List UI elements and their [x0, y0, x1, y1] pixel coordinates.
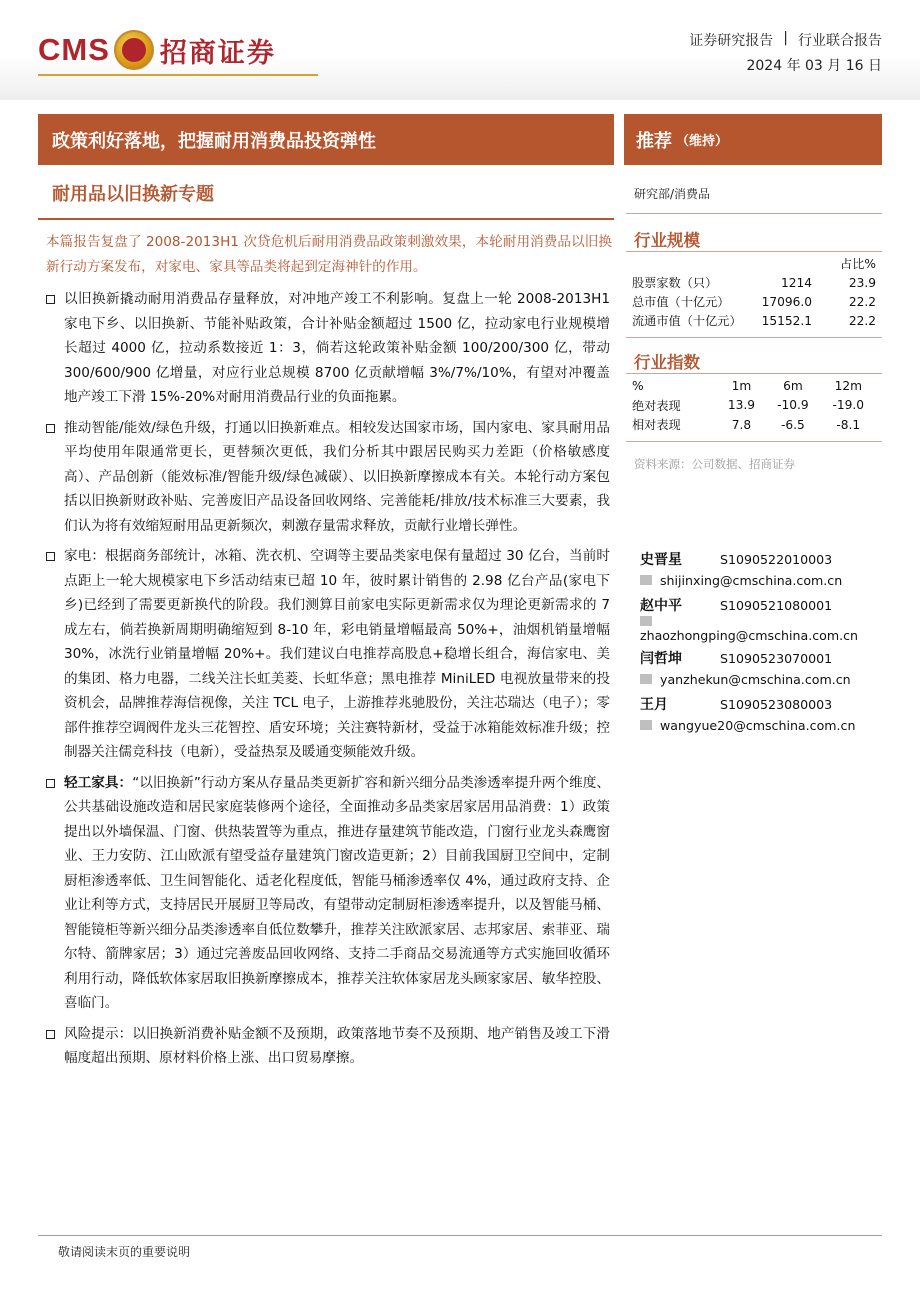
mail-icon	[640, 575, 652, 585]
analyst-card	[640, 594, 880, 643]
mail-icon	[640, 674, 652, 684]
bullet-item	[46, 1022, 610, 1071]
row-value: -19.0	[832, 398, 865, 413]
row-value: -6.5	[781, 417, 805, 432]
report-subtitle: 耐用品以旧换新专题	[52, 184, 214, 205]
checkbox-square-icon	[46, 424, 55, 433]
row-value: -8.1	[836, 417, 861, 432]
company-logo	[38, 28, 276, 72]
analyst-email[interactable]: wangyue20@cmschina.com.cn	[660, 717, 856, 733]
logo-underline	[38, 74, 318, 76]
bullet-item	[46, 544, 610, 765]
row-label: 流通市值（十亿元）	[632, 314, 742, 328]
bullet-text: 风险提示：以旧换新消费补贴金额不及预期，政策落地节奏不及预期、地产销售及竣工下滑幅度超出预期、原材料价格上涨、出口贸易摩擦。	[64, 1025, 610, 1066]
table-row	[632, 273, 876, 292]
footer-divider	[38, 1235, 882, 1236]
analyst-name: 闫哲坤	[640, 651, 682, 667]
analyst-code: S1090523070001	[720, 650, 833, 666]
analyst-email[interactable]: zhaozhongping@cmschina.com.cn	[640, 628, 859, 643]
header-cell: 12m	[834, 378, 862, 393]
bullet-text: 家电：根据商务部统计，冰箱、洗衣机、空调等主要品类家电保有量超过 30 亿台，当前时点距上一轮大规模家电下乡活动结束已超 10 年，彼时累计销售的 2.98 亿台产品(家电下乡)已经到了需要更新换代的阶段。我们测算目前家电实际更新需求仅为理论更新需求的 7 成左右，倘若换新周期明确缩短到 8-10 年，彩电销量增幅最高 50%+，油烟机销量增幅 30%，冰洗行业销量增幅 20%+。我们建议白电推荐高股息+稳增长组合，海信家电、美的集团、格力电器，二线关注长虹美菱、长虹华意；黑电推荐 MiniLED 电视放量带来的投资机会，品牌推荐海信视像，关注 TCL 电子，上游推荐兆驰股份，关注芯瑞达（电子）；零部件推荐空调阀件龙头三花智控、盾安环境；关注赛特新材，受益于冰箱能效标准升级；控制器关注儒竞科技（电新），受益热泵及暖通变频能效升级。	[64, 548, 610, 760]
mail-icon	[640, 720, 652, 730]
checkbox-square-icon	[46, 1030, 55, 1039]
bullet-text: 以旧换新撬动耐用消费品存量释放，对冲地产竣工不利影响。复盘上一轮 2008-2013H1 家电下乡、以旧换新、节能补贴政策，合计补贴金额超过 1500 亿，拉动家电行业规模增长超过 4000 亿，拉动系数接近 1：3，倘若这轮政策补贴金额 100/200/300 亿，带动 300/600/900 亿增量，对应行业总规模 8700 亿贡献增幅 3%/7%/10%，有望对冲覆盖地产竣工下滑 15%-20%对耐用消费品行业的负面拖累。	[64, 291, 610, 405]
department: 研究部/消费品	[634, 187, 711, 201]
rating-main: 推荐	[636, 130, 672, 152]
bullet-item	[46, 287, 610, 410]
bullet-item	[46, 416, 610, 539]
header-cell: 1m	[731, 378, 752, 393]
table-row	[632, 415, 876, 435]
bullet-text: 推动智能/能效/绿色升级，打通以旧换新难点。相较发达国家市场，国内家电、家具耐用品平均使用年限通常更长，更替频次更低，我们分析其中跟居民购买力差距（价格敏感度高）、产品创新（能效标准/智能升级/绿色减碳）、以旧换新摩擦成本有关。本轮行动方案包括以旧换新财政补贴、完善废旧产品设备回收网络、完善能耗/排放/技术标准三大要素，我们认为将有效缩短耐用品更新频次，刺激存量需求释放，贡献行业增长弹性。	[64, 419, 610, 534]
index-table	[632, 376, 876, 435]
row-value: -10.9	[777, 398, 809, 413]
row-value: 17096.0	[761, 294, 812, 309]
section-divider	[626, 373, 882, 374]
report-date: 2024 年 03 月 16 日	[746, 58, 882, 74]
analyst-card	[640, 548, 880, 590]
rating-sub: （维持）	[676, 134, 729, 149]
row-value: 1214	[780, 275, 812, 290]
section-divider	[626, 251, 882, 252]
logo-emblem-icon	[114, 30, 154, 70]
scale-table	[632, 254, 876, 330]
rating-box	[624, 114, 882, 165]
table-row	[632, 311, 876, 330]
analyst-code: S1090522010003	[720, 551, 833, 567]
index-title: 行业指数	[634, 353, 700, 372]
analyst-name: 史晋星	[640, 552, 682, 568]
row-label: 相对表现	[632, 418, 681, 433]
table-row	[632, 292, 876, 311]
report-title: 政策利好落地，把握耐用消费品投资弹性	[38, 114, 614, 165]
row-label: 股票家数（只）	[632, 276, 718, 290]
summary-paragraph: 本篇报告复盘了 2008-2013H1 次贷危机后耐用消费品政策刺激效果，本轮耐用消费品以旧换新行动方案发布，对家电、家具等品类将起到定海神针的作用。	[46, 234, 612, 275]
logo-latin: CMS	[38, 32, 110, 67]
scale-title: 行业规模	[634, 231, 700, 250]
analyst-list	[640, 548, 880, 739]
data-source: 资料来源：公司数据、招商证券	[634, 457, 795, 471]
checkbox-square-icon	[46, 295, 55, 304]
row-label: 绝对表现	[632, 398, 681, 413]
section-divider	[626, 337, 882, 338]
subtitle-divider	[38, 218, 614, 220]
bullet-list	[46, 287, 610, 1077]
row-share: 22.2	[848, 313, 876, 328]
header-cell: 6m	[783, 378, 803, 393]
bullet-text: “以旧换新”行动方案从存量品类更新扩容和新兴细分品类渗透率提升两个维度、公共基础设施改造和居民家庭装修两个途径，全面推动多品类家居家居用品消费：1）政策提出以外墙保温、门窗、供热装置等为重点，推进存量建筑节能改造，门窗行业龙头森鹰窗业、王力安防、江山欧派有望受益存量建筑门窗改造更新；2）目前我国厨卫空间中，定制厨柜渗透率低、卫生间智能化、适老化程度低，智能马桶渗透率仅 4%，通过政府支持、企业让利等方式，支持居民开展厨卫等局改，有望带动定制厨柜渗透率提升，以及智能马桶、智能镜柜等新兴细分品类渗透率自低位数攀升，推荐关注欧派家居、志邦家居、索菲亚、瑞尔特、箭牌家居；3）通过完善废品回收网络、支持二手商品交易流通等方式实施回收循环利用行动，降低软体家居取旧换新摩擦成本，推荐关注软体家居龙头顾家家居、敏华控股、喜临门。	[64, 774, 610, 1011]
bullet-lead: 轻工家具：	[64, 774, 133, 791]
analyst-name: 王月	[640, 697, 668, 713]
analyst-name: 赵中平	[640, 598, 682, 614]
section-divider	[626, 213, 882, 214]
section-divider	[626, 441, 882, 442]
footer-note: 敬请阅读末页的重要说明	[58, 1245, 191, 1259]
analyst-email[interactable]: shijinxing@cmschina.com.cn	[660, 572, 843, 588]
report-type-left: 证券研究报告	[689, 33, 774, 49]
logo-chinese: 招商证券	[159, 37, 276, 69]
table-row	[632, 254, 876, 273]
analyst-code: S1090521080001	[720, 597, 833, 613]
table-header-row	[632, 376, 876, 396]
analyst-card	[640, 693, 880, 735]
analyst-code: S1090523080003	[720, 696, 833, 712]
report-type	[689, 30, 882, 50]
row-value: 13.9	[727, 398, 755, 413]
row-label: 总市值（十亿元）	[632, 295, 730, 309]
checkbox-square-icon	[46, 779, 55, 788]
analyst-card	[640, 647, 880, 689]
analyst-email[interactable]: yanzhekun@cmschina.com.cn	[660, 671, 851, 687]
table-row	[632, 396, 876, 416]
share-header: 占比%	[840, 257, 876, 271]
page-header	[0, 0, 920, 100]
mail-icon	[640, 616, 652, 626]
report-type-separator: |	[783, 30, 788, 46]
report-type-right: 行业联合报告	[798, 33, 882, 49]
checkbox-square-icon	[46, 552, 55, 561]
header-cell: %	[632, 378, 644, 393]
row-share: 23.9	[848, 275, 876, 290]
row-value: 7.8	[731, 417, 752, 432]
bullet-item	[46, 771, 610, 1016]
row-value: 15152.1	[761, 313, 812, 328]
row-share: 22.2	[848, 294, 876, 309]
